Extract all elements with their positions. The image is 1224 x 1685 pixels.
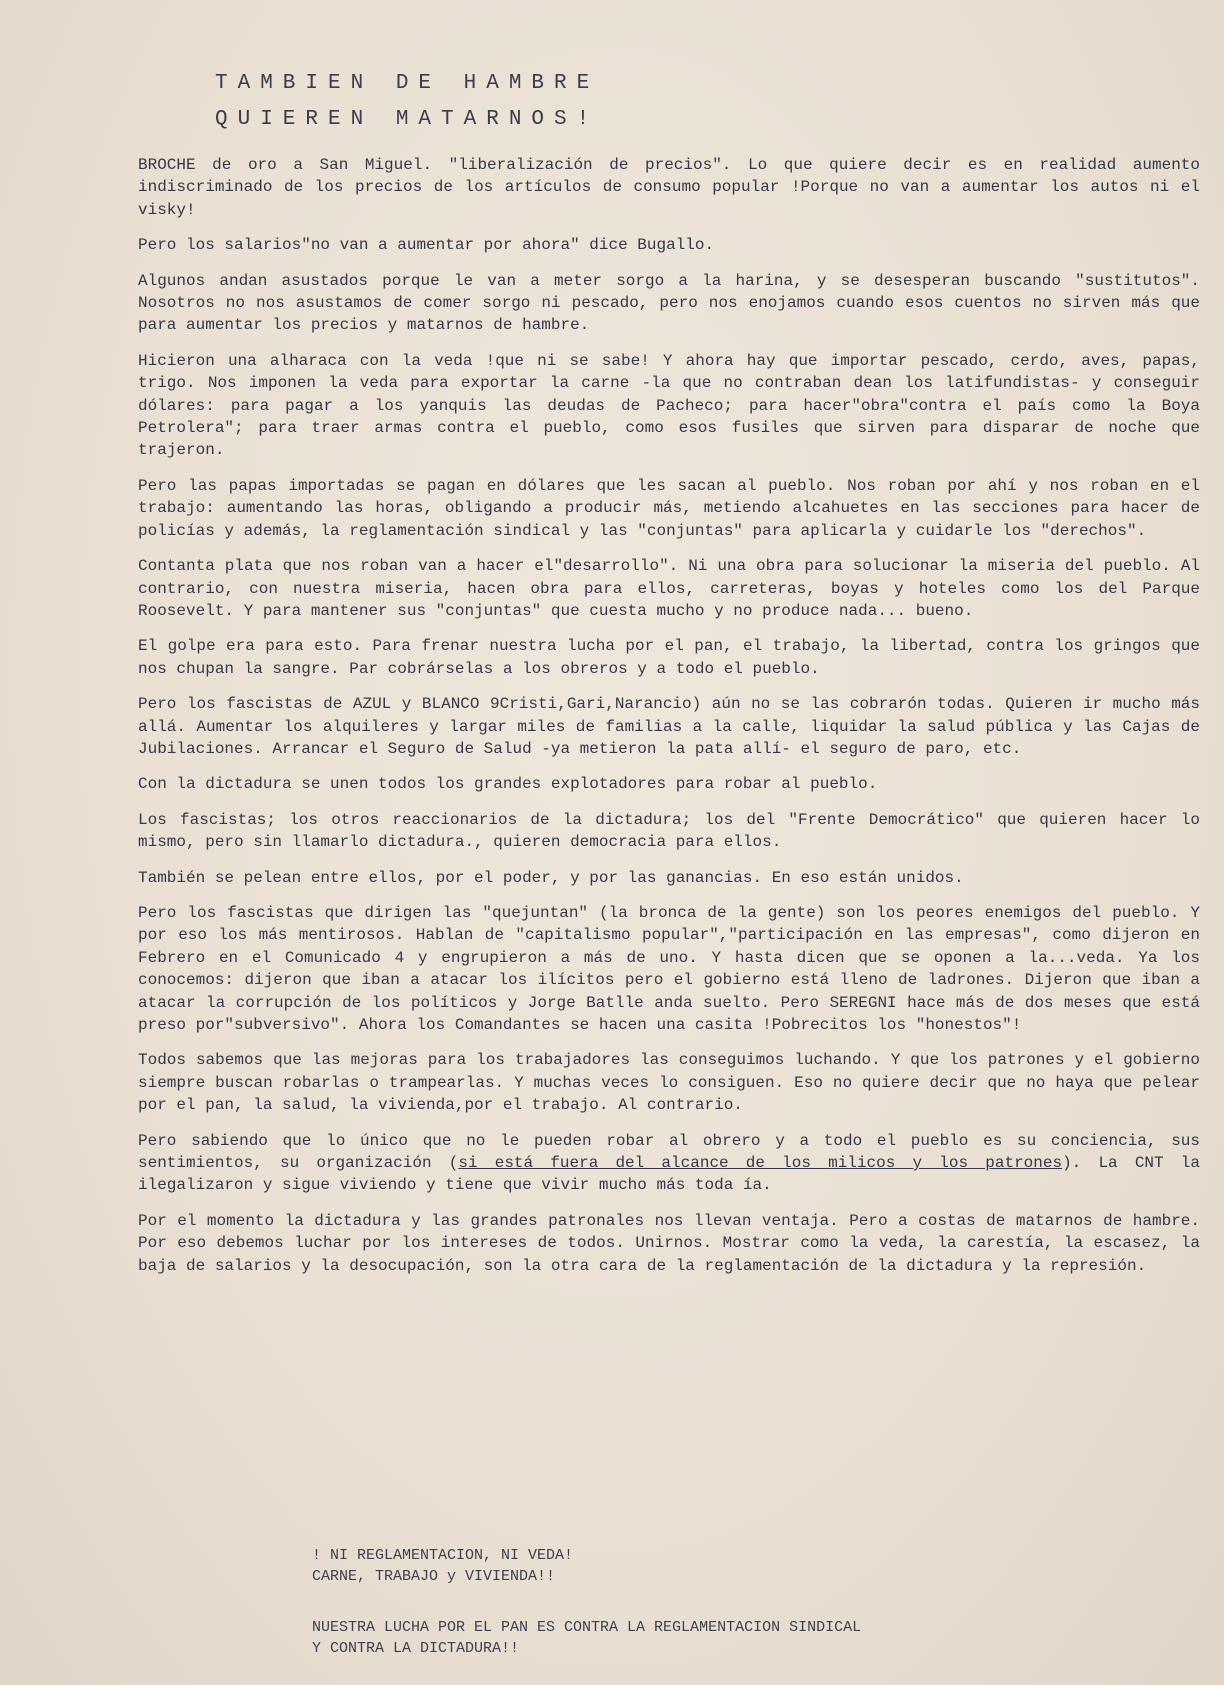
- document-body: [138, 154, 1200, 1290]
- paragraph: El golpe era para esto. Para frenar nuestra lucha por el pan, el trabajo, la libertad, contra los gringos que nos chupan la sangre. Par cobrárselas a los obreros y a todo el pueblo.: [138, 637, 1200, 678]
- document-title: [215, 66, 599, 138]
- paragraph-conciencia: [138, 1130, 1200, 1197]
- paragraph: Con la dictadura se unen todos los grandes explotadores para robar al pueblo.: [138, 775, 878, 794]
- paragraph: También se pelean entre ellos, por el poder, y por las ganancias. En eso están unidos.: [138, 868, 964, 887]
- paragraph: Pero los salarios"no van a aumentar por ahora" dice Bugallo.: [138, 236, 715, 255]
- paragraph: BROCHE de oro a San Miguel. "liberalización de precios". Lo que quiere decir es en realidad aumento indiscriminado de los precios de los artículos de consumo popular !Porque no van a aumentar los autos ni el visky!: [138, 156, 1200, 219]
- paragraph-text: ). La CNT la ilegalizaron y sigue viviendo y tiene que vivir mucho más toda ía.: [138, 1154, 1200, 1195]
- title-line-1: TAMBIEN DE HAMBRE: [215, 72, 600, 95]
- final-slogan: [312, 1617, 861, 1659]
- closing-slogan: [312, 1545, 573, 1587]
- underlined-text: si está fuera del alcance de los milicos y los patrones: [458, 1154, 1063, 1173]
- paragraph: Contanta plata que nos roban van a hacer el"desarrollo". Ni una obra para solucionar la miseria del pueblo. Al contrario, con nuestra miseria, hacen obra para ellos, carreteras, boyas y hoteles como los del Parque Roosevelt. Y para mantener sus "conjuntas" que cuesta mucho y no produce nada... bueno.: [138, 557, 1200, 620]
- title-line-2: QUIEREN MATARNOS!: [215, 108, 600, 131]
- paragraph: Algunos andan asustados porque le van a meter sorgo a la harina, y se desesperan buscando "sustitutos". Nosotros no nos asustamos de comer sorgo ni pescado, pero nos enojamos cuando esos cuentos no sirven más que para aumentar los precios y matarnos de hambre.: [138, 271, 1200, 335]
- closing-line-1: ! NI REGLAMENTACION, NI VEDA!: [312, 1547, 574, 1564]
- paragraph-final: Por el momento la dictadura y las grandes patronales nos llevan ventaja. Pero a costas de matarnos de hambre. Por eso debemos luchar por los intereses de todos. Unirnos. Mostrar como la veda, la carestía, la escasez, la baja de salarios y la desocupación, son la otra cara de la reglamentación de la dictadura y la represión.: [138, 1211, 1200, 1275]
- paragraph: Hicieron una alharaca con la veda !que ni se sabe! Y ahora hay que importar pescado, cerdo, aves, papas, trigo. Nos imponen la veda para exportar la carne -la que no contraban dean los latifundistas- y conseguir dólares: para pagar a los yanquis las deudas de Pacheco; para hacer"obra"contra el país como la Boya Petrolera"; para traer armas contra el pueblo, como esos fusiles que sirven para disparar de noche que trajeron.: [138, 351, 1200, 460]
- paragraph: Todos sabemos que las mejoras para los trabajadores las conseguimos luchando. Y que los patrones y el gobierno siempre buscan robarlas o trampearlas. Y muchas veces lo consiguen. Eso no quiere decir que no haya que pelear por el pan, la salud, la vivienda,por el trabajo. Al contrario.: [138, 1051, 1200, 1115]
- paragraph: Los fascistas; los otros reaccionarios de la dictadura; los del "Frente Democrático" que quieren hacer lo mismo, pero sin llamarlo dictadura., quieren democracia para ellos.: [138, 810, 1200, 852]
- paragraph: Pero los fascistas de AZUL y BLANCO 9Cristi,Gari,Narancio) aún no se las cobrarón todas. Quieren ir mucho más allá. Aumentar los alquileres y largar miles de familias a la calle, liquidar la salud pública y las Cajas de Jubilaciones. Arrancar el Seguro de Salud -ya metieron la pata allí- el seguro de paro, etc.: [138, 695, 1200, 758]
- final-line-1: NUESTRA LUCHA POR EL PAN ES CONTRA LA REGLAMENTACION SINDICAL: [312, 1619, 862, 1636]
- final-line-2: Y CONTRA LA DICTADURA!!: [312, 1640, 520, 1657]
- paragraph: Pero las papas importadas se pagan en dólares que les sacan al pueblo. Nos roban por ahí y nos roban en el trabajo: aumentando las horas, obligando a producir más, metiendo alcahuetes en las secciones para hacer de policías y además, la reglamentación sindical y las "conjuntas" para aplicarla y cuidarle los "derechos".: [138, 476, 1200, 540]
- paragraph: Pero los fascistas que dirigen las "quejuntan" (la bronca de la gente) son los peores enemigos del pueblo. Y por eso los más mentirosos. Hablan de "capitalismo popular","participación en las empresas", como dijeron en Febrero en el Comunicado 4 y engrupieron a más de uno. Y hasta dicen que se oponen a la...veda. Ya los conocemos: dijeron que iban a atacar los ilícitos pero el gobierno está lleno de ladrones. Dijeron que iban a atacar la corrupción de los políticos y Jorge Batlle anda suelto. Pero SEREGNI hace más de dos meses que está preso por"subversivo". Ahora los Comandantes se hacen una casita !Pobrecitos los "honestos"!: [138, 903, 1200, 1034]
- closing-line-2: CARNE, TRABAJO y VIVIENDA!!: [312, 1568, 556, 1585]
- paragraph-text: Pero sabiendo que lo único que no le pueden robar al obrero y a todo el pueblo es su conciencia, sus sentimientos, su organización (: [138, 1131, 1200, 1173]
